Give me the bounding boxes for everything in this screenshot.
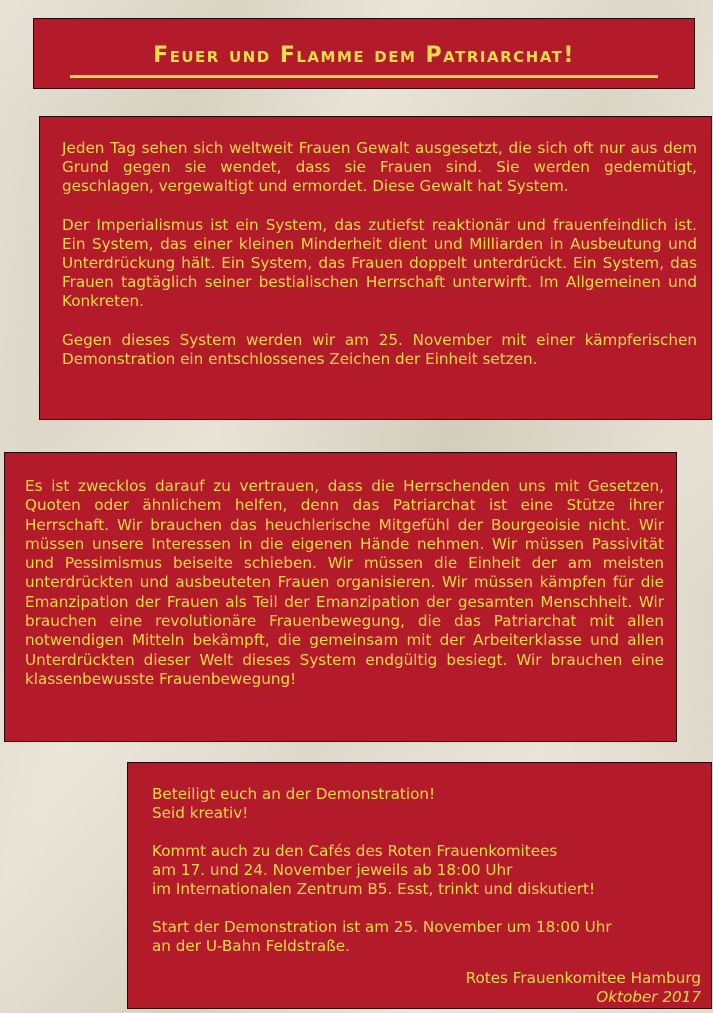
text-line: im Internationalen Zentrum B5. Esst, trinkt und diskutiert!: [152, 880, 596, 898]
text-line: Start der Demonstration ist am 25. November um 18:00 Uhr: [152, 918, 612, 936]
text-line: an der U-Bahn Feldstraße.: [152, 937, 350, 955]
text-line: Seid kreativ!: [152, 804, 249, 822]
call-text-block: [4, 452, 677, 742]
title-underline: [70, 75, 658, 78]
page-title: Feuer und Flamme dem Patriarchat!: [153, 43, 575, 68]
signature: [152, 969, 703, 1007]
paragraph-imperialism: Der Imperialismus ist ein System, das zutiefst reaktionär und frauenfeindlich ist. Ein System, das einer kleinen Minderheit dient und Milliarden in Ausbeutung und Unterdrückung hält. Ein System, das Frauen doppelt unterdrückt. Ein System, das Frauen tagtäglich seiner bestialischen Herrschaft unterwirft. Im Allgemeinen und Konkreten.: [62, 216, 697, 310]
signature-date: Oktober 2017: [596, 988, 701, 1006]
intro-text-block: [39, 116, 712, 420]
paragraph-violence: Jeden Tag sehen sich weltweit Frauen Gewalt ausgesetzt, die sich oft nur aus dem Grund gegen sie wendet, dass sie Frauen sind. Sie werden gedemütigt, geschlagen, vergewaltigt und ermordet. Diese Gewalt hat System.: [62, 139, 697, 195]
title-banner: [33, 18, 695, 89]
text-line: Beteiligt euch an der Demonstration!: [152, 785, 436, 803]
paragraph-start: [152, 918, 703, 956]
paragraph-demonstration: Gegen dieses System werden wir am 25. November mit einer kämpferischen Demonstration ein entschlossenes Zeichen der Einheit setzen.: [62, 331, 697, 368]
text-line: Kommt auch zu den Cafés des Roten Frauenkomitees: [152, 842, 558, 860]
paragraph-participate: [152, 785, 703, 823]
text-line: am 17. und 24. November jeweils ab 18:00 Uhr: [152, 861, 513, 879]
paragraph-cafes: [152, 842, 703, 899]
event-info-block: [127, 762, 712, 1009]
paragraph-womens-movement: Es ist zwecklos darauf zu vertrauen, dass die Herrschenden uns mit Gesetzen, Quoten oder ähnlichem helfen, denn das Patriarchat ist eine Stütze ihrer Herrschaft. Wir brauchen das heuchlerische Mitgefühl der Bourgeoisie nicht. Wir müssen unsere Interessen in die eigenen Hände nehmen. Wir müssen Passivität und Pessimismus beiseite schieben. Wir müssen die Einheit der am meisten unterdrückten und ausbeuteten Frauen organisieren. Wir müssen kämpfen für die Emanzipation der Frauen als Teil der Emanzipation der gesamten Menschheit. Wir brauchen eine revolutionäre Frauenbewegung, die das Patriarchat mit allen notwendigen Mitteln bekämpft, die gemeinsam mit der Arbeiterklasse und allen Unterdrückten dieser Welt dieses System endgültig besiegt. Wir brauchen eine klassenbewusste Frauenbewegung!: [25, 477, 664, 688]
signature-name: Rotes Frauenkomitee Hamburg: [465, 969, 701, 987]
